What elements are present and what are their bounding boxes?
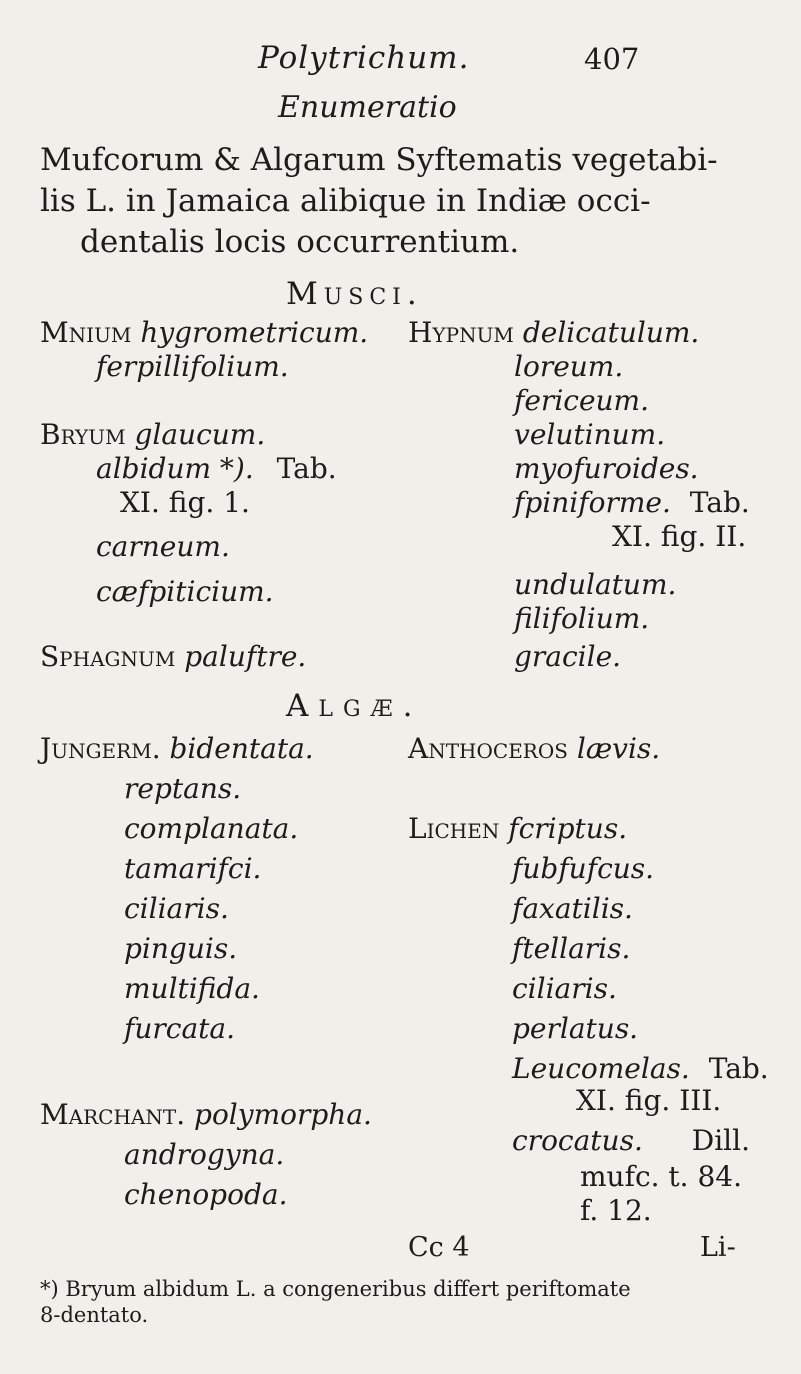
table-ref: Tab. <box>689 486 750 519</box>
algae-heading: Algæ. <box>286 688 423 724</box>
species-name: hygrometricum. <box>140 316 369 349</box>
list-item: multifida. <box>124 972 260 1005</box>
citation-ref: Dill. <box>691 1124 750 1157</box>
list-item: tamarifci. <box>124 852 262 885</box>
figure-ref: XI. fig. II. <box>612 520 747 553</box>
species-name: delicatulum. <box>522 316 700 349</box>
list-item: faxatilis. <box>512 892 633 925</box>
signature-mark: Cc 4 <box>408 1232 470 1263</box>
list-item <box>514 486 750 520</box>
list-item: carneum. <box>96 530 230 563</box>
page-number: 407 <box>584 42 640 76</box>
list-item: perlatus. <box>512 1012 639 1045</box>
list-item: loreum. <box>514 350 624 383</box>
list-item <box>40 418 265 452</box>
list-item <box>408 812 627 846</box>
page-header <box>0 40 801 80</box>
intro-line: Mufcorum & Algarum Syftematis vegetabi- <box>40 142 718 178</box>
table-ref: Tab. <box>708 1052 769 1085</box>
species-name: crocatus. <box>512 1124 643 1157</box>
list-item: cæfpiticium. <box>96 575 274 608</box>
species-name: bidentata. <box>169 732 314 765</box>
list-item: androgyna. <box>124 1138 285 1171</box>
genus-name: Lichen <box>408 812 500 845</box>
genus-name: Hypnum <box>408 316 514 349</box>
genus-name: Sphagnum <box>40 640 176 673</box>
list-item <box>408 732 660 766</box>
list-item: pinguis. <box>124 932 238 965</box>
genus-name: Jungerm. <box>40 732 161 765</box>
list-item <box>40 1098 372 1132</box>
enumeratio-title: Enumeratio <box>278 90 457 125</box>
list-item <box>512 1052 769 1086</box>
genus-name: Mnium <box>40 316 132 349</box>
species-name: fcriptus. <box>508 812 628 845</box>
running-title: Polytrichum. <box>258 40 470 76</box>
list-item: ciliaris. <box>124 892 229 925</box>
list-item: filifolium. <box>514 602 650 635</box>
species-name: paluftre. <box>184 640 307 673</box>
list-item: reptans. <box>124 772 242 805</box>
musci-heading: Musci. <box>286 276 423 312</box>
list-item: complanata. <box>124 812 299 845</box>
figure-ref: XI. fig. 1. <box>120 486 250 519</box>
list-item <box>40 732 314 766</box>
list-item <box>512 1124 750 1158</box>
list-item <box>40 640 306 674</box>
species-name: polymorpha. <box>194 1098 372 1131</box>
species-name: Leucomelas. <box>512 1052 690 1085</box>
footnote-line: *) Bryum albidum L. a congeneribus differt periftomate <box>40 1277 631 1301</box>
species-name: glaucum. <box>134 418 266 451</box>
list-item: myofuroides. <box>514 452 699 485</box>
intro-line: lis L. in Jamaica alibique in Indiæ occi- <box>40 183 651 219</box>
species-name: fpiniforme. <box>514 486 671 519</box>
list-item: fericeum. <box>514 384 650 417</box>
species-name: albidum *). <box>96 452 254 485</box>
list-item: ciliaris. <box>512 972 617 1005</box>
catchword: Li- <box>700 1232 736 1263</box>
list-item: undulatum. <box>514 568 677 601</box>
footnote-line: 8-dentato. <box>40 1303 149 1327</box>
genus-name: Bryum <box>40 418 126 451</box>
list-item: fubfufcus. <box>512 852 655 885</box>
list-item <box>96 452 337 486</box>
list-item: chenopoda. <box>124 1178 288 1211</box>
list-item: ferpillifolium. <box>96 350 289 383</box>
table-ref: Tab. <box>276 452 337 485</box>
list-item: velutinum. <box>514 418 666 451</box>
list-item: ftellaris. <box>512 932 631 965</box>
list-item: gracile. <box>514 640 622 673</box>
citation-ref: f. 12. <box>580 1194 652 1227</box>
genus-name: Marchant. <box>40 1098 186 1131</box>
species-name: lævis. <box>576 732 661 765</box>
figure-ref: XI. fig. III. <box>576 1084 722 1117</box>
list-item: furcata. <box>124 1012 236 1045</box>
list-item <box>408 316 699 350</box>
intro-line: dentalis locis occurrentium. <box>80 224 520 260</box>
list-item <box>40 316 368 350</box>
genus-name: Anthoceros <box>408 732 568 765</box>
citation-ref: mufc. t. 84. <box>580 1160 743 1193</box>
